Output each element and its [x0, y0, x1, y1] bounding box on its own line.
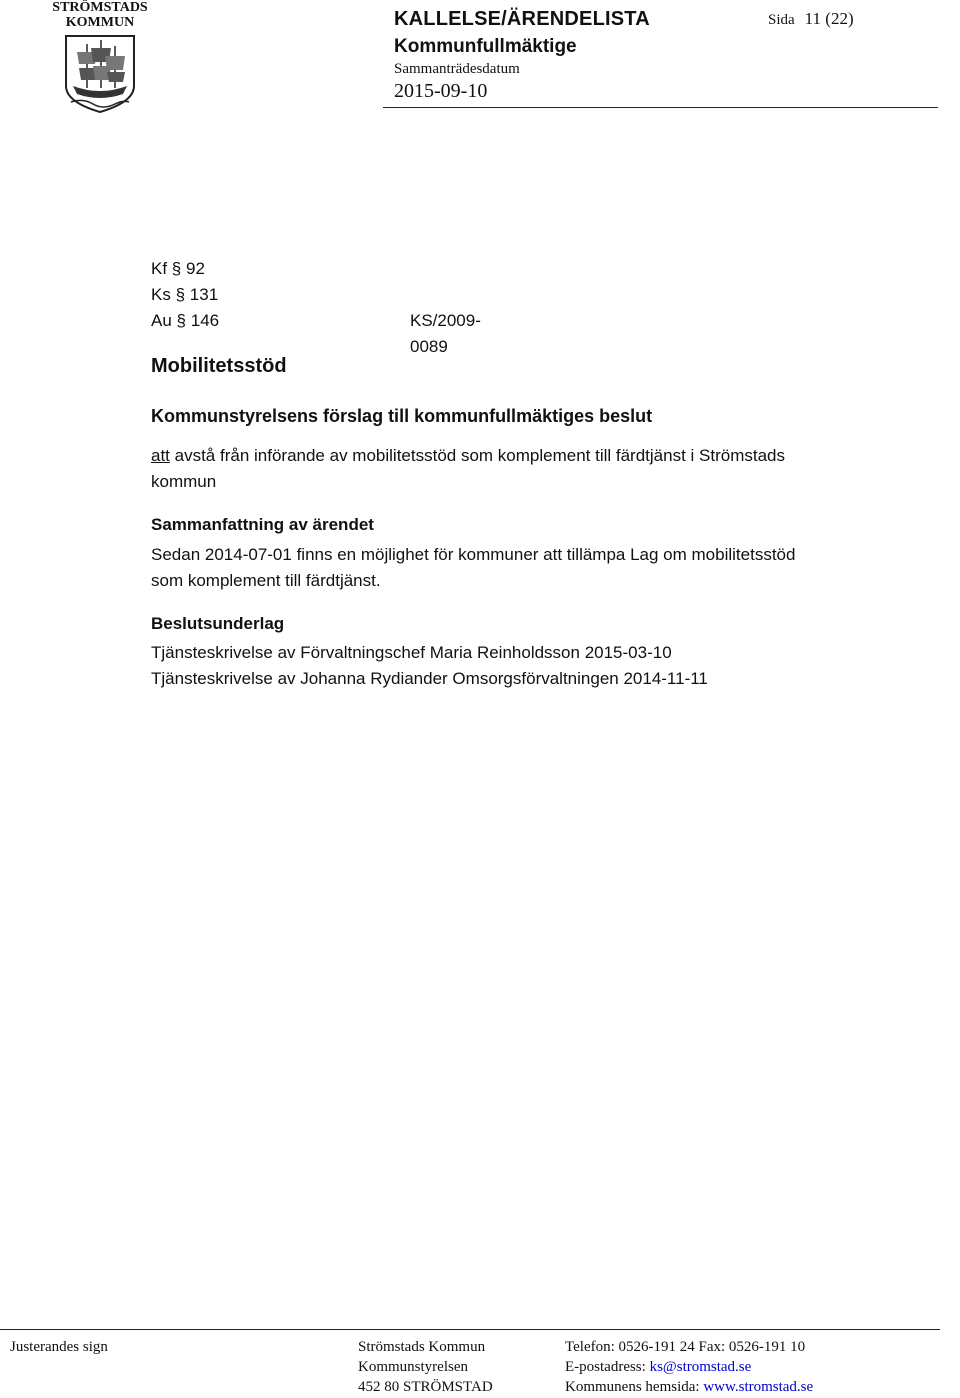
basis-item: Tjänsteskrivelse av Förvaltningschef Maria Reinholdsson 2015-03-10: [151, 643, 672, 662]
reference-code: Ks: [151, 285, 171, 304]
page-number: [768, 9, 854, 29]
footer-contact: [565, 1337, 813, 1397]
footer-email-row: [565, 1357, 813, 1377]
meeting-date: 2015-09-10: [394, 80, 488, 102]
footer-org: Strömstads Kommun: [358, 1339, 486, 1355]
case-number: KS/2009-0089: [410, 311, 481, 356]
web-label: Kommunens hemsida:: [565, 1379, 704, 1395]
committee-name: Kommunfullmäktige: [394, 36, 577, 57]
email-label: E-postadress:: [565, 1359, 650, 1375]
reference-item: [151, 256, 221, 282]
footer-postal: 452 80 STRÖMSTAD: [358, 1379, 493, 1395]
proposal-text: [151, 443, 831, 495]
ship-crest-icon: [63, 34, 137, 114]
reference-code: Au: [151, 311, 172, 330]
document-title: KALLELSE/ÄRENDELISTA: [394, 8, 650, 30]
reference-item: [151, 308, 221, 334]
footer-divider: [0, 1329, 940, 1330]
summary-text: Sedan 2014-07-01 finns en möjlighet för kommuner att tillämpa Lag om mobilitetsstöd som komplement till färdtjänst.: [151, 545, 796, 590]
section-sign: §: [171, 259, 182, 278]
page-label: Sida: [768, 12, 795, 28]
page-count: 11 (22): [804, 9, 854, 28]
footer-sign: [10, 1337, 108, 1357]
summary-heading: Sammanfattning av ärendet: [151, 515, 374, 534]
header-divider: [383, 107, 938, 108]
footer-web-row: [565, 1377, 813, 1397]
basis-item: Tjänsteskrivelse av Johanna Rydiander Omsorgsförvaltningen 2014-11-11: [151, 669, 708, 688]
basis-heading: Beslutsunderlag: [151, 614, 285, 633]
logo-line-2: KOMMUN: [65, 15, 135, 30]
item-heading: Mobilitetsstöd: [151, 355, 287, 377]
reference-list: [151, 256, 481, 356]
footer-address: [358, 1337, 493, 1397]
sign-label: Justerandes sign: [10, 1339, 108, 1355]
proposal-heading: Kommunstyrelsens förslag till kommunfullmäktiges beslut: [151, 406, 653, 426]
municipality-logo-text: [50, 0, 150, 30]
reference-row: [151, 256, 221, 282]
section-sign: §: [176, 311, 186, 330]
section-sign: §: [175, 285, 186, 304]
footer-phone: Telefon: 0526-191 24 Fax: 0526-191 10: [565, 1339, 806, 1355]
reference-row: [151, 308, 481, 356]
basis-list: [151, 640, 708, 692]
meeting-date-label: Sammanträdesdatum: [394, 61, 520, 77]
att-keyword: att: [151, 446, 170, 465]
reference-number: 131: [189, 285, 219, 304]
reference-code: Kf: [151, 259, 168, 278]
reference-number: 92: [186, 259, 205, 278]
reference-row: [151, 282, 221, 308]
reference-number: 146: [190, 311, 220, 330]
footer-dept: Kommunstyrelsen: [358, 1359, 468, 1375]
reference-item: [151, 282, 221, 308]
logo-line-1: STRÖMSTADS: [52, 0, 148, 15]
proposal-body: avstå från införande av mobilitetsstöd som komplement till färdtjänst i Strömstads kommun: [151, 446, 786, 491]
email-link[interactable]: ks@stromstad.se: [649, 1359, 752, 1375]
website-link[interactable]: www.stromstad.se: [703, 1379, 814, 1395]
